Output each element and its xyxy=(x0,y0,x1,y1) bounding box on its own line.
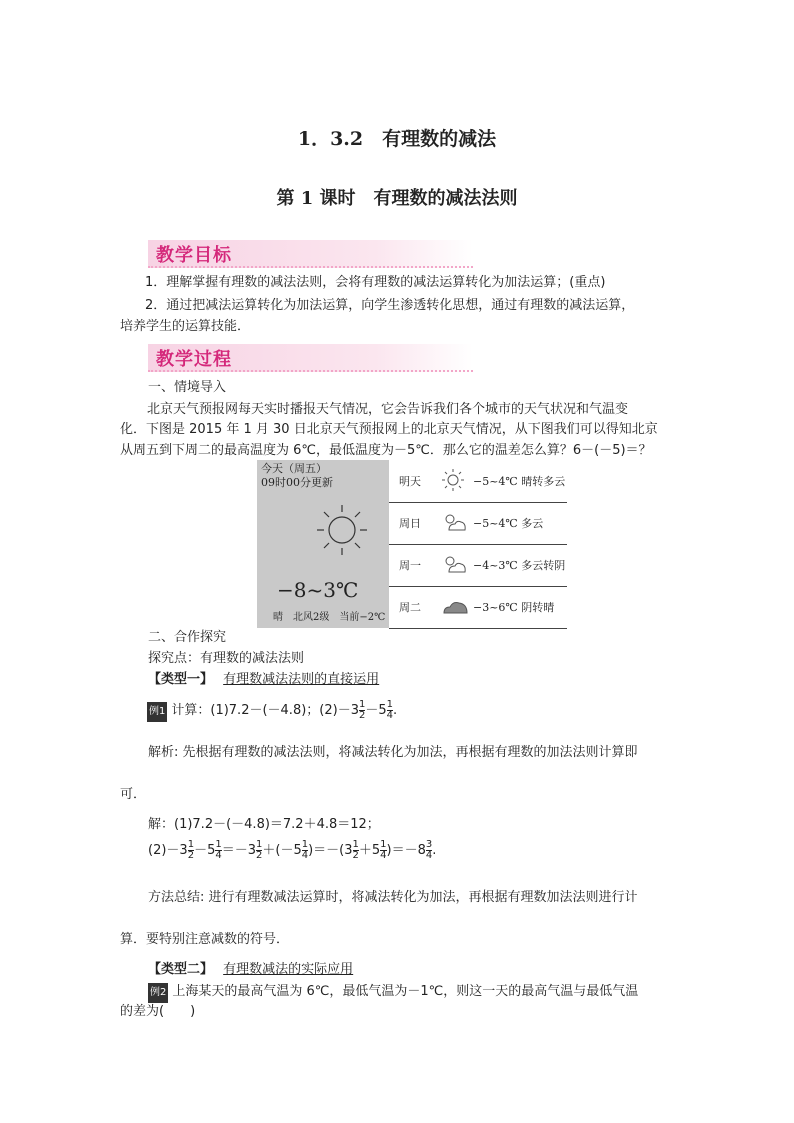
numerator: 1 xyxy=(301,839,309,850)
example-1-text: 计算：(1)7.2－(－4.8)；(2)－3 xyxy=(171,703,359,718)
solution-2-text: (2)－3 xyxy=(148,843,188,858)
page-title: 1．3.2 有理数的减法 xyxy=(297,128,497,150)
weather-today-panel xyxy=(257,460,389,628)
solution-2 xyxy=(148,840,436,861)
forecast-desc: −3~6℃ 阴转晴 xyxy=(473,601,555,614)
forecast-day: 周一 xyxy=(399,559,421,572)
type2-tag: 【类型二】 xyxy=(148,962,214,977)
denominator: 4 xyxy=(215,850,222,861)
example-1-badge: 例1 xyxy=(147,702,167,722)
type1-text: 有理数减法法则的直接运用 xyxy=(223,672,380,687)
example-2-line1 xyxy=(148,982,638,1003)
sun-icon xyxy=(441,468,465,492)
forecast-day: 明天 xyxy=(399,475,421,488)
summary-line2: 算．要特别注意减数的符号． xyxy=(120,932,290,947)
goal-2-line1: 2．通过把减法运算转化为加法运算，向学生渗透转化思想，通过有理数的减法运算， xyxy=(145,298,635,313)
analysis-line2: 可． xyxy=(120,787,147,802)
numerator: 1 xyxy=(352,839,359,850)
section-title-process: 教学过程 xyxy=(156,349,232,370)
example-1-text: . xyxy=(393,703,398,718)
explore-point: 探究点：有理数的减法法则 xyxy=(148,651,305,666)
cloud-icon xyxy=(441,594,469,618)
intro-heading: 一、情境导入 xyxy=(148,380,227,395)
goal-2-line2: 培养学生的运算技能． xyxy=(120,319,251,334)
numerator: 1 xyxy=(380,839,387,850)
example-1-text: －5 xyxy=(365,703,387,718)
section-title-goals: 教学目标 xyxy=(156,245,232,266)
denominator: 4 xyxy=(425,850,433,861)
forecast-desc: −4~3℃ 多云转阴 xyxy=(473,559,566,572)
forecast-desc: −5~4℃ 多云 xyxy=(473,517,544,530)
today-temp: −8~3℃ xyxy=(277,578,359,602)
partly-cloudy-icon xyxy=(441,510,467,534)
numerator: 1 xyxy=(256,839,263,850)
goal-1: 1．理解掌握有理数的减法法则，会将有理数的减法运算转化为加法运算；(重点) xyxy=(145,275,606,290)
denominator: 2 xyxy=(352,850,359,861)
type1-tag: 【类型一】 xyxy=(148,672,214,687)
forecast-day: 周二 xyxy=(399,601,421,614)
today-label: 今天（周五） xyxy=(261,462,327,475)
intro-line3: 从周五到下周二的最高温度为 6℃，最低温度为－5℃．那么它的温差怎么算？6－(－5)＝？ xyxy=(120,443,652,458)
numerator: 1 xyxy=(187,839,195,850)
forecast-desc: −5~4℃ 晴转多云 xyxy=(473,475,566,488)
solution-1: 解：(1)7.2－(－4.8)＝7.2＋4.8＝12； xyxy=(148,817,380,832)
lesson-subtitle: 第 1 课时 有理数的减法法则 xyxy=(276,188,518,209)
numerator: 1 xyxy=(358,699,366,710)
example-2-text: 上海某天的最高气温为 6℃，最低气温为－1℃，则这一天的最高气温与最低气温 xyxy=(172,984,639,999)
denominator: 4 xyxy=(386,710,393,721)
denominator: 4 xyxy=(380,850,387,861)
type2-text: 有理数减法的实际应用 xyxy=(223,962,354,977)
section-banner-process xyxy=(148,344,473,372)
today-now: 晴 北风2级 当前−2℃ xyxy=(273,612,386,623)
summary-line1: 方法总结: 进行有理数减法运算时，将减法转化为加法，再根据有理数加法法则进行计 xyxy=(148,890,638,905)
example-2-line2: 的差为( ) xyxy=(120,1004,196,1019)
partly-cloudy-icon xyxy=(441,552,467,576)
forecast-row xyxy=(389,460,567,503)
denominator: 4 xyxy=(301,850,309,861)
solution-2-text: )＝－8 xyxy=(386,843,426,858)
forecast-row xyxy=(389,502,567,545)
solution-2-text: ＝－3 xyxy=(221,843,256,858)
denominator: 2 xyxy=(256,850,263,861)
update-time: 09时00分更新 xyxy=(261,476,333,489)
example-2-badge: 例2 xyxy=(148,983,168,1003)
sun-icon xyxy=(312,500,372,560)
solution-2-text: －5 xyxy=(194,843,216,858)
solution-2-text: ＋(－5 xyxy=(262,843,302,858)
analysis-line1: 解析: 先根据有理数的减法法则，将减法转化为加法，再根据有理数的加法法则计算即 xyxy=(148,745,638,760)
numerator: 3 xyxy=(425,839,433,850)
intro-line1: 北京天气预报网每天实时播报天气情况，它会告诉我们各个城市的天气状况和气温变 xyxy=(147,402,629,417)
type1-heading xyxy=(148,670,379,690)
example-1 xyxy=(147,700,397,722)
solution-2-text: . xyxy=(432,843,437,858)
section-banner-goals xyxy=(148,240,473,268)
denominator: 2 xyxy=(187,850,195,861)
intro-line2: 化．下图是 2015 年 1 月 30 日北京天气预报网上的北京天气情况，从下图我们可以得知北京 xyxy=(120,422,658,437)
numerator: 1 xyxy=(215,839,222,850)
forecast-row xyxy=(389,544,567,587)
forecast-day: 周日 xyxy=(399,517,421,530)
solution-2-text: ＋5 xyxy=(358,843,381,858)
forecast-row xyxy=(389,586,567,629)
coop-heading: 二、合作探究 xyxy=(148,630,227,645)
denominator: 2 xyxy=(358,710,366,721)
type2-heading xyxy=(148,960,353,980)
numerator: 1 xyxy=(386,699,393,710)
weather-panel xyxy=(257,460,567,628)
solution-2-text: )＝－(3 xyxy=(308,843,353,858)
forecast-list xyxy=(389,460,567,628)
